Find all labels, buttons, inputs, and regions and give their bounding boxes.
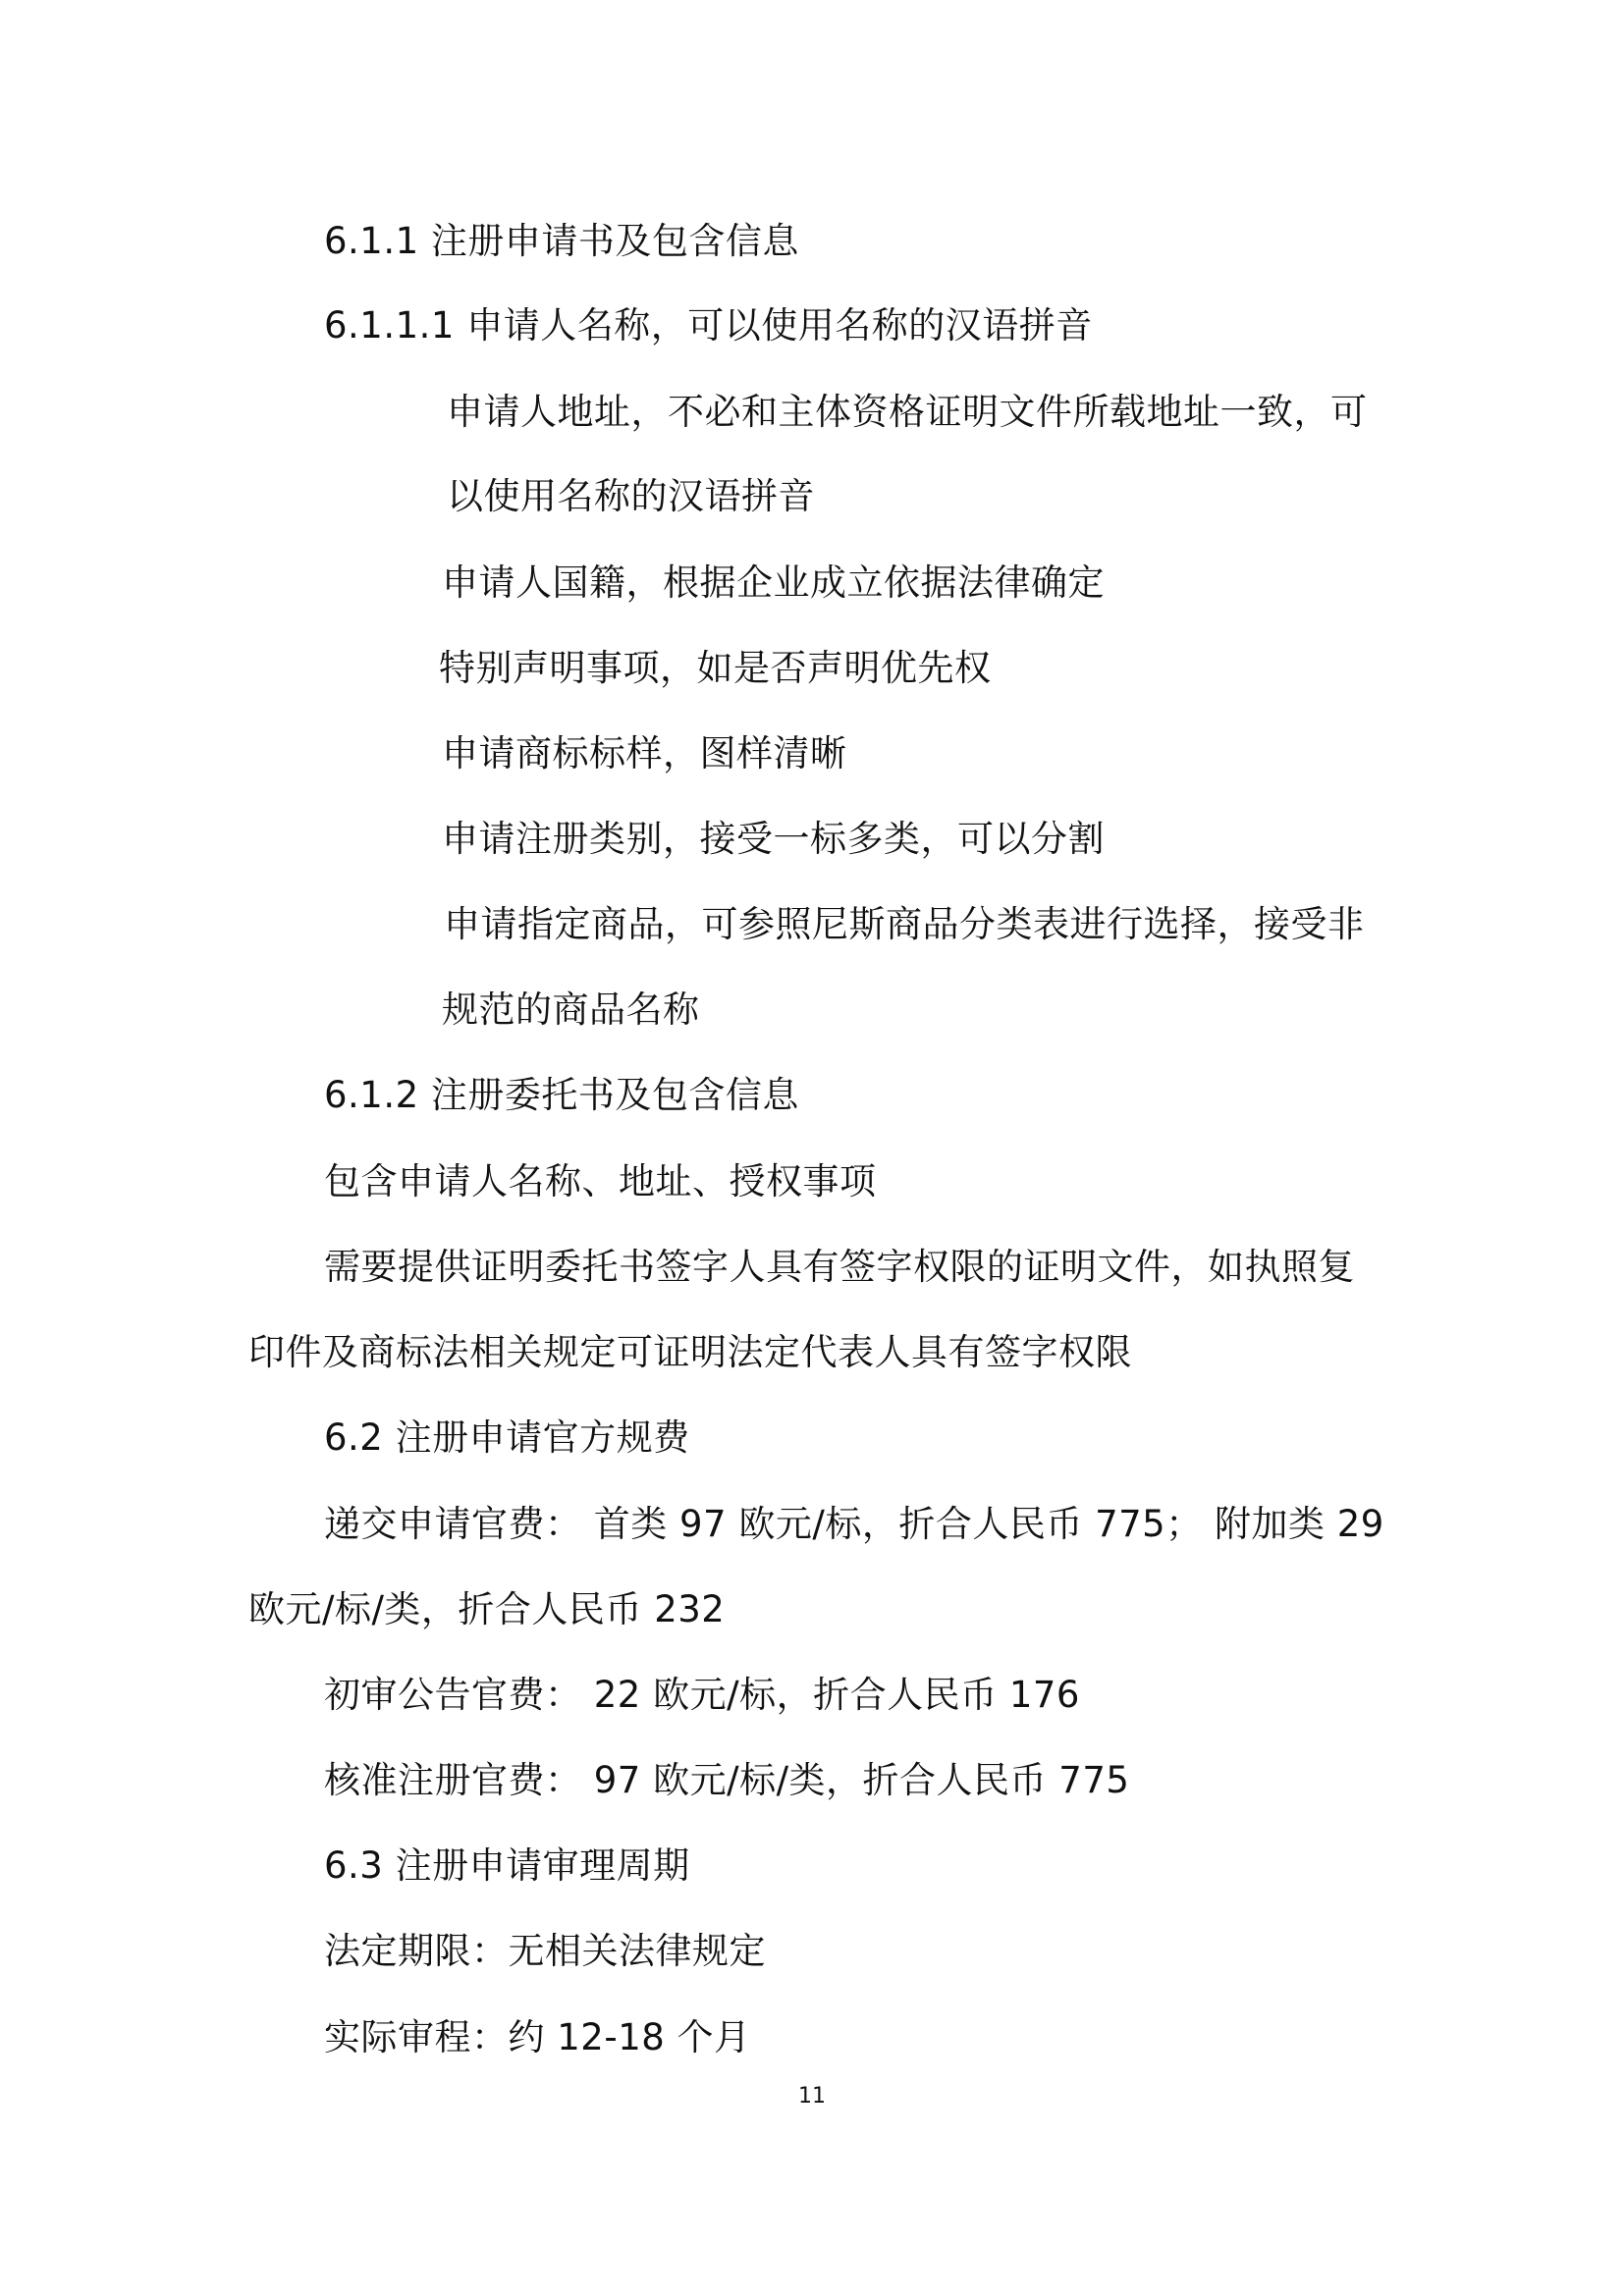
section-heading-6-3: 6.3 注册申请审理周期 xyxy=(324,1844,690,1887)
paragraph-actual-term: 实际审程：约 12-18 个月 xyxy=(324,2016,751,2058)
paragraph-special-statement: 特别声明事项，如是否声明优先权 xyxy=(439,647,992,689)
paragraph-registration-fee: 核准注册官费： 97 欧元/标/类，折合人民币 775 xyxy=(324,1759,1130,1801)
section-heading-6-1-1: 6.1.1 注册申请书及包含信息 xyxy=(324,220,799,262)
paragraph-filing-fee-line-1: 递交申请官费： 首类 97 欧元/标，折合人民币 775； 附加类 29 xyxy=(324,1503,1384,1545)
paragraph-publication-fee: 初审公告官费： 22 欧元/标，折合人民币 176 xyxy=(324,1674,1080,1716)
paragraph-poa-proof-line-1: 需要提供证明委托书签字人具有签字权限的证明文件，如执照复 xyxy=(324,1246,1355,1288)
page-number: 11 xyxy=(798,2084,826,2109)
paragraph-nationality: 申请人国籍，根据企业成立依据法律确定 xyxy=(442,561,1105,604)
paragraph-registration-class: 申请注册类别，接受一标多类，可以分割 xyxy=(442,818,1105,860)
paragraph-trademark-sample: 申请商标标样，图样清晰 xyxy=(442,732,847,774)
paragraph-filing-fee-line-2: 欧元/标/类，折合人民币 232 xyxy=(248,1588,726,1630)
paragraph-poa-contents: 包含申请人名称、地址、授权事项 xyxy=(324,1160,877,1202)
paragraph-poa-proof-line-2: 印件及商标法相关规定可证明法定代表人具有签字权限 xyxy=(248,1331,1132,1373)
paragraph-designated-goods-line-1: 申请指定商品，可参照尼斯商品分类表进行选择，接受非 xyxy=(444,903,1365,945)
paragraph-designated-goods-line-2: 规范的商品名称 xyxy=(442,988,700,1031)
section-heading-6-2: 6.2 注册申请官方规费 xyxy=(324,1416,690,1459)
section-heading-6-1-1-1: 6.1.1.1 申请人名称，可以使用名称的汉语拼音 xyxy=(324,304,1093,347)
paragraph-address-line-1: 申请人地址，不必和主体资格证明文件所载地址一致，可 xyxy=(447,391,1368,433)
paragraph-statutory-term: 法定期限：无相关法律规定 xyxy=(324,1930,766,1972)
section-heading-6-1-2: 6.1.2 注册委托书及包含信息 xyxy=(324,1074,799,1116)
paragraph-address-line-2: 以使用名称的汉语拼音 xyxy=(447,475,815,517)
